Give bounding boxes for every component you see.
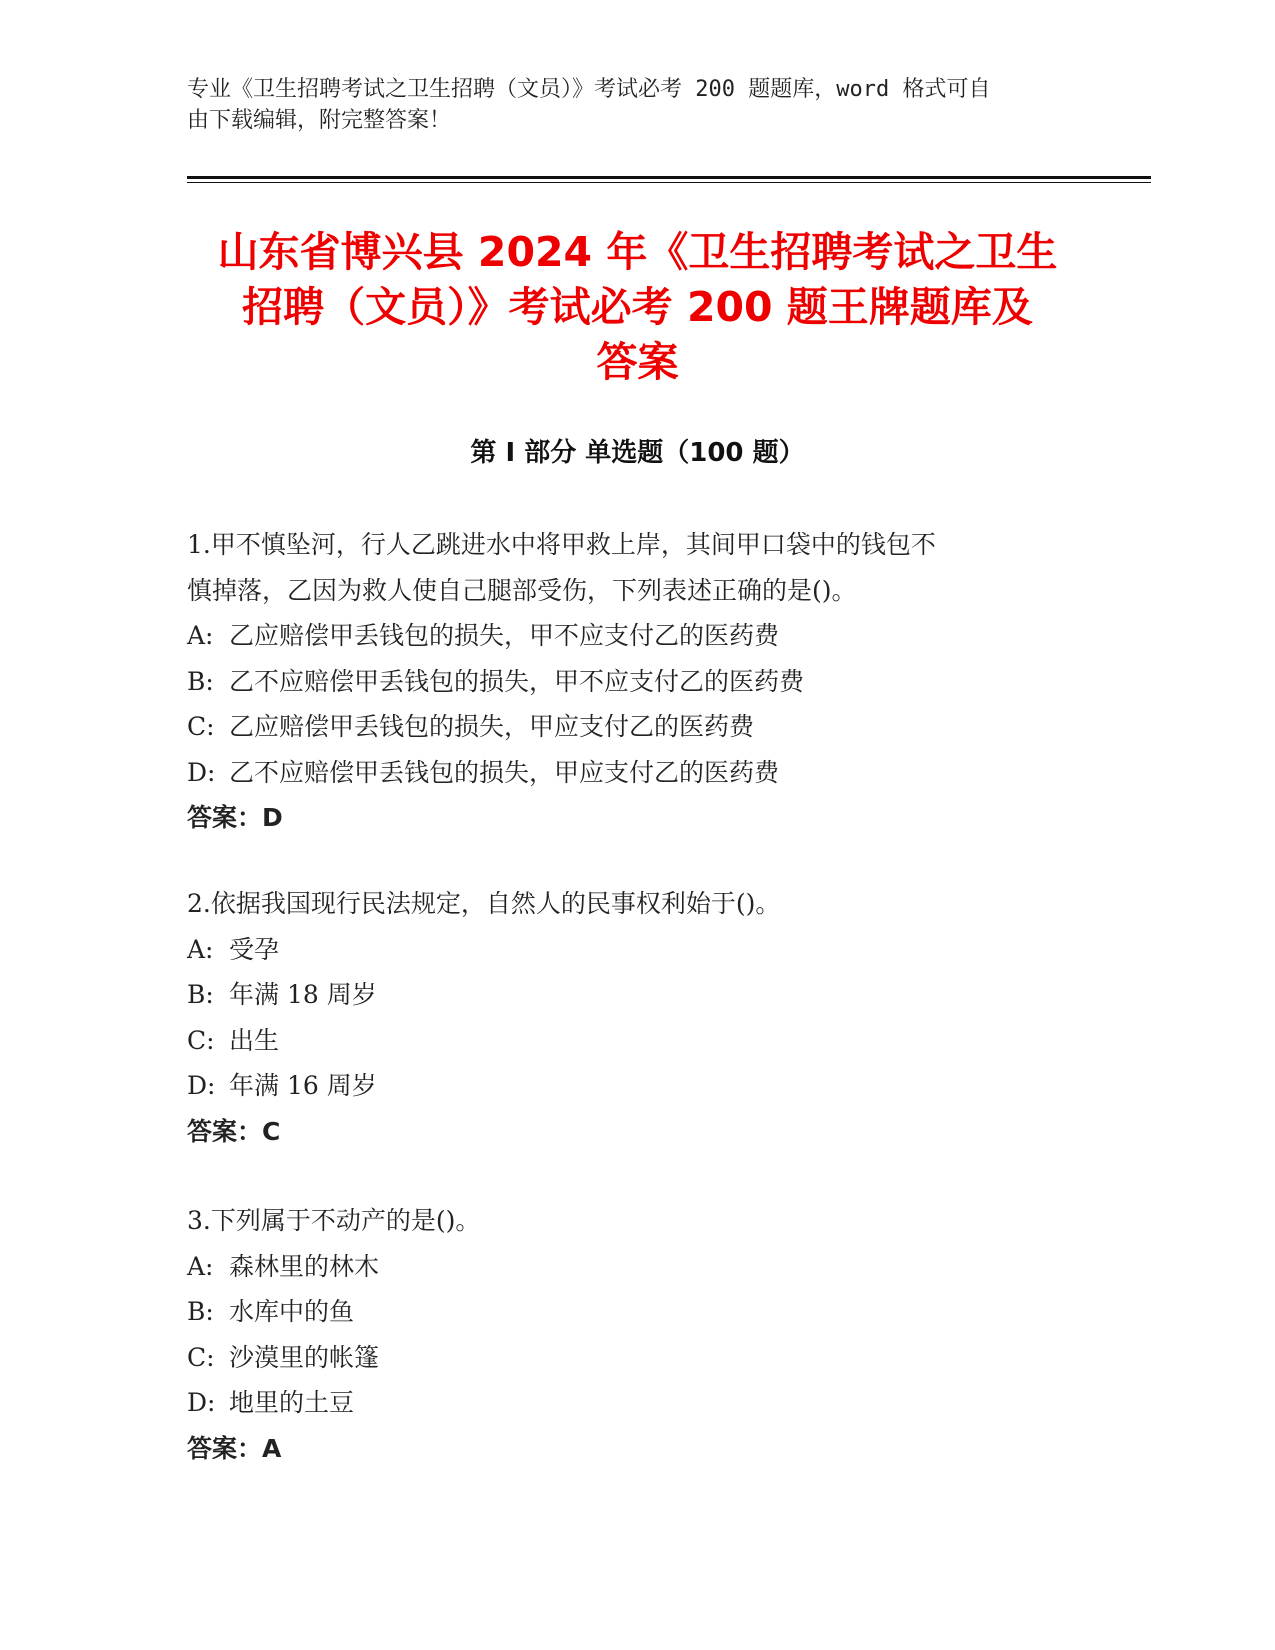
option-b (187, 1289, 1067, 1335)
answer: 答案：A (187, 1433, 282, 1463)
option-text: 水库中的鱼 (229, 1297, 355, 1326)
option-text: 森林里的林木 (229, 1251, 380, 1281)
option-a (187, 1244, 1067, 1290)
header-note-line-2: 由下载编辑，附完整答案！ (187, 108, 452, 133)
option-d (187, 750, 1067, 796)
option-text: 年满 18 周岁 (229, 980, 377, 1009)
question-1 (187, 522, 1067, 841)
option-d (187, 1380, 1067, 1426)
option-text: 受孕 (229, 934, 280, 964)
answer: 答案：D (187, 803, 283, 832)
option-d (187, 1063, 1067, 1109)
question-stem: 3.下列属于不动产的是()。 (187, 1206, 481, 1235)
option-b (187, 659, 1067, 705)
option-letter: D: (187, 1388, 216, 1417)
option-text: 乙不应赔偿甲丢钱包的损失，甲应支付乙的医药费 (229, 757, 780, 787)
option-letter: C: (187, 1342, 215, 1372)
option-a (187, 613, 1067, 659)
header-note-line-1: 专业《卫生招聘考试之卫生招聘（文员）》考试必考 200 题题库，word 格式可自 (187, 77, 991, 102)
question-stem-continued: 慎掉落，乙因为救人使自己腿部受伤，下列表述正确的是()。 (187, 575, 857, 605)
option-letter: C: (187, 1025, 215, 1055)
option-text: 地里的土豆 (229, 1388, 355, 1417)
option-c (187, 704, 1067, 750)
option-letter: D: (187, 1071, 216, 1100)
section-title: 第 I 部分 单选题（100 题） (470, 438, 805, 468)
header-divider-thick (187, 176, 1151, 179)
option-letter: B: (187, 666, 214, 696)
option-text: 出生 (229, 1025, 280, 1055)
option-letter: A: (187, 934, 214, 964)
option-letter: B: (187, 980, 214, 1009)
header-note (187, 74, 1067, 136)
document-title (150, 225, 1125, 390)
question-2 (187, 881, 1067, 1154)
option-letter: A: (187, 621, 214, 650)
option-letter: B: (187, 1297, 214, 1326)
option-text: 乙应赔偿甲丢钱包的损失，甲不应支付乙的医药费 (229, 621, 780, 650)
option-text: 乙应赔偿甲丢钱包的损失，甲应支付乙的医药费 (229, 712, 755, 741)
option-c (187, 1335, 1067, 1381)
option-text: 乙不应赔偿甲丢钱包的损失，甲不应支付乙的医药费 (229, 666, 805, 696)
document-title-line-3: 答案 (596, 338, 679, 386)
header-divider-thin (187, 182, 1151, 183)
option-text: 年满 16 周岁 (229, 1071, 377, 1100)
option-c (187, 1018, 1067, 1064)
document-title-line-1: 山东省博兴县 2024 年《卫生招聘考试之卫生 (217, 228, 1058, 276)
document-title-line-2: 招聘（文员）》考试必考 200 题王牌题库及 (242, 283, 1033, 331)
answer: 答案：C (187, 1116, 281, 1146)
option-letter: C: (187, 712, 215, 741)
question-stem: 2.依据我国现行民法规定，自然人的民事权利始于()。 (187, 889, 781, 918)
option-b (187, 972, 1067, 1018)
option-letter: A: (187, 1251, 214, 1281)
option-text: 沙漠里的帐篷 (229, 1342, 380, 1372)
question-3 (187, 1198, 1067, 1471)
option-letter: D: (187, 757, 216, 787)
option-a (187, 927, 1067, 973)
question-stem: 1.甲不慎坠河，行人乙跳进水中将甲救上岸，其间甲口袋中的钱包不 (187, 530, 936, 559)
